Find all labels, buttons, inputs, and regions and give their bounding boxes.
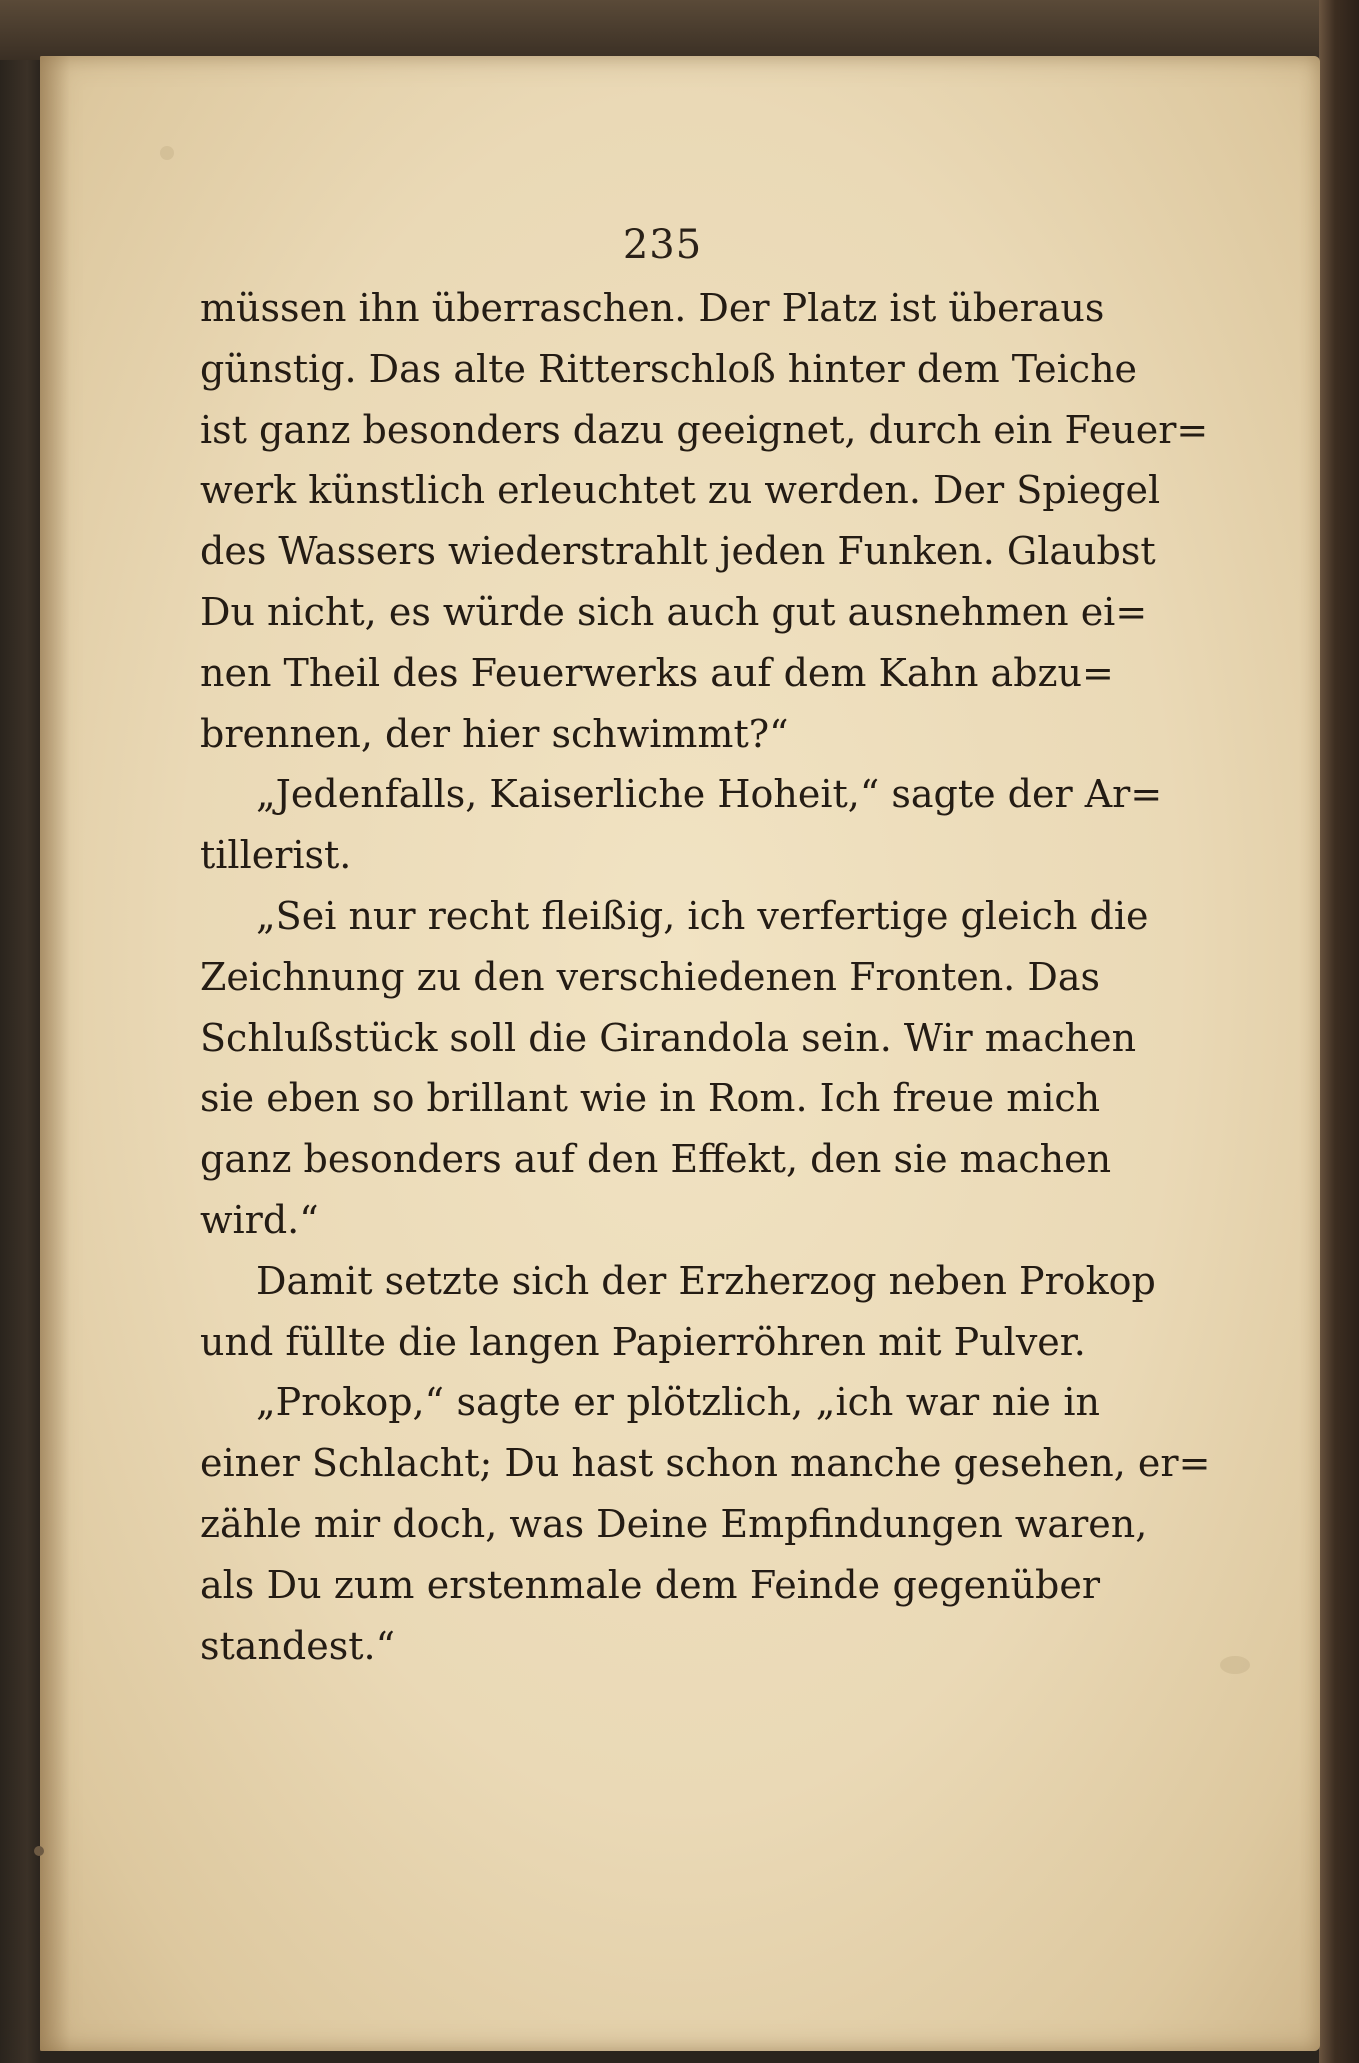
- text-line: werk künstlich erleuchtet zu werden. Der Spiegel: [200, 468, 1161, 513]
- text-line: wird.“: [200, 1197, 319, 1242]
- text-line: zähle mir doch, was Deine Empfindungen waren,: [200, 1501, 1148, 1546]
- text-line: und füllte die langen Papierröhren mit Pulver.: [200, 1319, 1086, 1364]
- text-line: „Prokop,“ sagte er plötzlich, „ich war nie in: [256, 1380, 1100, 1425]
- text-line: brennen, der hier schwimmt?“: [200, 711, 789, 756]
- book-cover-top-edge: [0, 0, 1359, 60]
- page-number: 235: [622, 222, 703, 268]
- text-line: sie eben so brillant wie in Rom. Ich freue mich: [200, 1076, 1101, 1121]
- text-line: günstig. Das alte Ritterschloß hinter dem Teiche: [200, 346, 1138, 391]
- text-line: ist ganz besonders dazu geeignet, durch ein Feuer=: [200, 407, 1209, 452]
- text-line: Du nicht, es würde sich auch gut ausnehmen ei=: [200, 589, 1148, 634]
- book-page: [40, 56, 1320, 2051]
- text-line: „Sei nur recht fleißig, ich verfertige gleich die: [256, 893, 1149, 938]
- book-cover-right-edge: [1319, 0, 1359, 2063]
- text-line: „Jedenfalls, Kaiserliche Hoheit,“ sagte der Ar=: [256, 772, 1163, 817]
- text-line: tillerist.: [200, 833, 352, 878]
- text-line: ganz besonders auf den Effekt, den sie machen: [200, 1137, 1112, 1182]
- body-text: [200, 278, 1211, 1676]
- text-line: müssen ihn überraschen. Der Platz ist überaus: [200, 286, 1105, 330]
- text-line: einer Schlacht; Du hast schon manche gesehen, er=: [200, 1441, 1211, 1486]
- text-line: Zeichnung zu den verschiedenen Fronten. Das: [200, 954, 1100, 999]
- text-line: als Du zum erstenmale dem Feinde gegenüber: [200, 1562, 1100, 1607]
- paper-spot: [1220, 1656, 1250, 1674]
- text-line: Schlußstück soll die Girandola sein. Wir machen: [200, 1015, 1137, 1060]
- paper-spot: [160, 146, 174, 160]
- page-edge-mark: [34, 1846, 44, 1856]
- text-line: nen Theil des Feuerwerks auf dem Kahn abzu=: [200, 650, 1114, 695]
- text-line: Damit setzte sich der Erzherzog neben Prokop: [256, 1258, 1156, 1303]
- text-line: standest.“: [200, 1623, 395, 1668]
- text-line: des Wassers wiederstrahlt jeden Funken. Glaubst: [200, 529, 1156, 574]
- page-gutter-shadow: [40, 56, 70, 2051]
